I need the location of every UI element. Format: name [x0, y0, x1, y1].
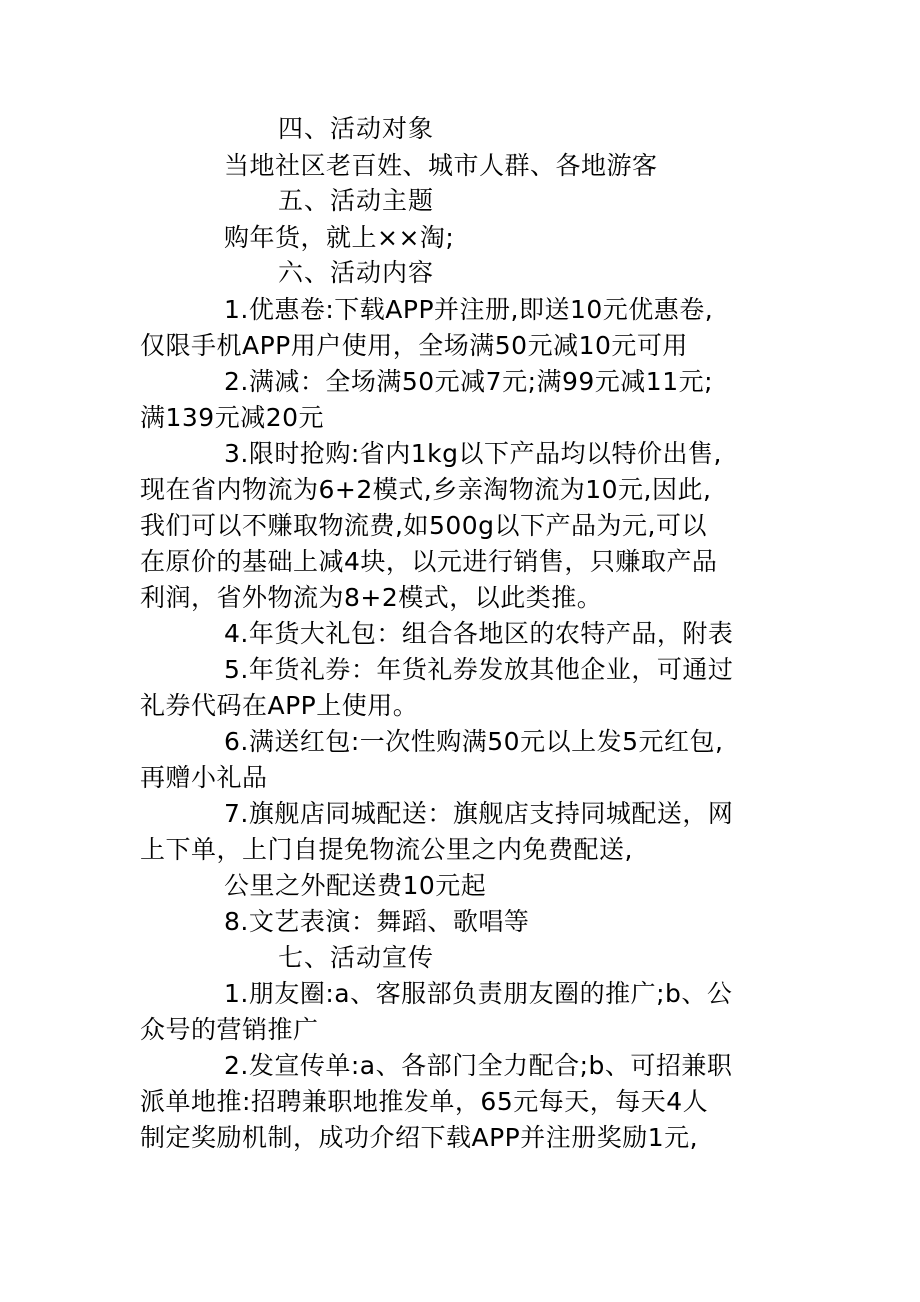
section-heading-4: 四、活动对象 — [278, 114, 435, 143]
paragraph-line: 派单地推:招聘兼职地推发单，65元每天，每天4人 — [140, 1087, 709, 1116]
section-heading-5: 五、活动主题 — [278, 186, 435, 215]
paragraph-line: 仅限手机APP用户使用，全场满50元减10元可用 — [140, 331, 688, 360]
paragraph-line: 满139元减20元 — [140, 403, 325, 432]
list-item-line: 6.满送红包:一次性购满50元以上发5元红包, — [224, 727, 724, 756]
list-item-line: 2.满减：全场满50元减7元;满99元减11元; — [224, 367, 714, 396]
paragraph-line: 上下单，上门自提免物流公里之内免费配送, — [140, 835, 633, 864]
paragraph-line: 利润，省外物流为8+2模式，以此类推。 — [140, 583, 603, 612]
paragraph-line: 公里之外配送费10元起 — [224, 871, 487, 900]
list-item-line: 2.发宣传单:a、各部门全力配合;b、可招兼职 — [224, 1051, 733, 1080]
list-item-line: 1.朋友圈:a、客服部负责朋友圈的推广;b、公 — [224, 979, 733, 1008]
list-item-line: 1.优惠卷:下载APP并注册,即送10元优惠卷, — [224, 295, 714, 324]
list-item-line: 7.旗舰店同城配送：旗舰店支持同城配送，网 — [224, 799, 734, 828]
paragraph-line: 礼券代码在APP上使用。 — [140, 691, 419, 720]
paragraph-line: 购年货，就上××淘; — [224, 223, 455, 252]
list-item-line: 8.文艺表演：舞蹈、歌唱等 — [224, 907, 530, 936]
list-item-line: 5.年货礼券：年货礼券发放其他企业，可通过 — [224, 655, 734, 684]
paragraph-line: 我们可以不赚取物流费,如500g以下产品为元,可以 — [140, 511, 707, 540]
paragraph-line: 现在省内物流为6+2模式,乡亲淘物流为10元,因此, — [140, 475, 712, 504]
paragraph-line: 制定奖励机制，成功介绍下载APP并注册奖励1元, — [140, 1123, 699, 1152]
list-item-line: 3.限时抢购:省内1kg以下产品均以特价出售, — [224, 439, 722, 468]
paragraph-line: 当地社区老百姓、城市人群、各地游客 — [224, 151, 658, 180]
list-item-line: 4.年货大礼包：组合各地区的农特产品，附表 — [224, 619, 734, 648]
section-heading-6: 六、活动内容 — [278, 258, 435, 287]
paragraph-line: 在原价的基础上减4块，以元进行销售，只赚取产品 — [140, 547, 718, 576]
paragraph-line: 众号的营销推广 — [140, 1015, 319, 1044]
paragraph-line: 再赠小礼品 — [140, 763, 268, 792]
section-heading-7: 七、活动宣传 — [278, 943, 435, 972]
